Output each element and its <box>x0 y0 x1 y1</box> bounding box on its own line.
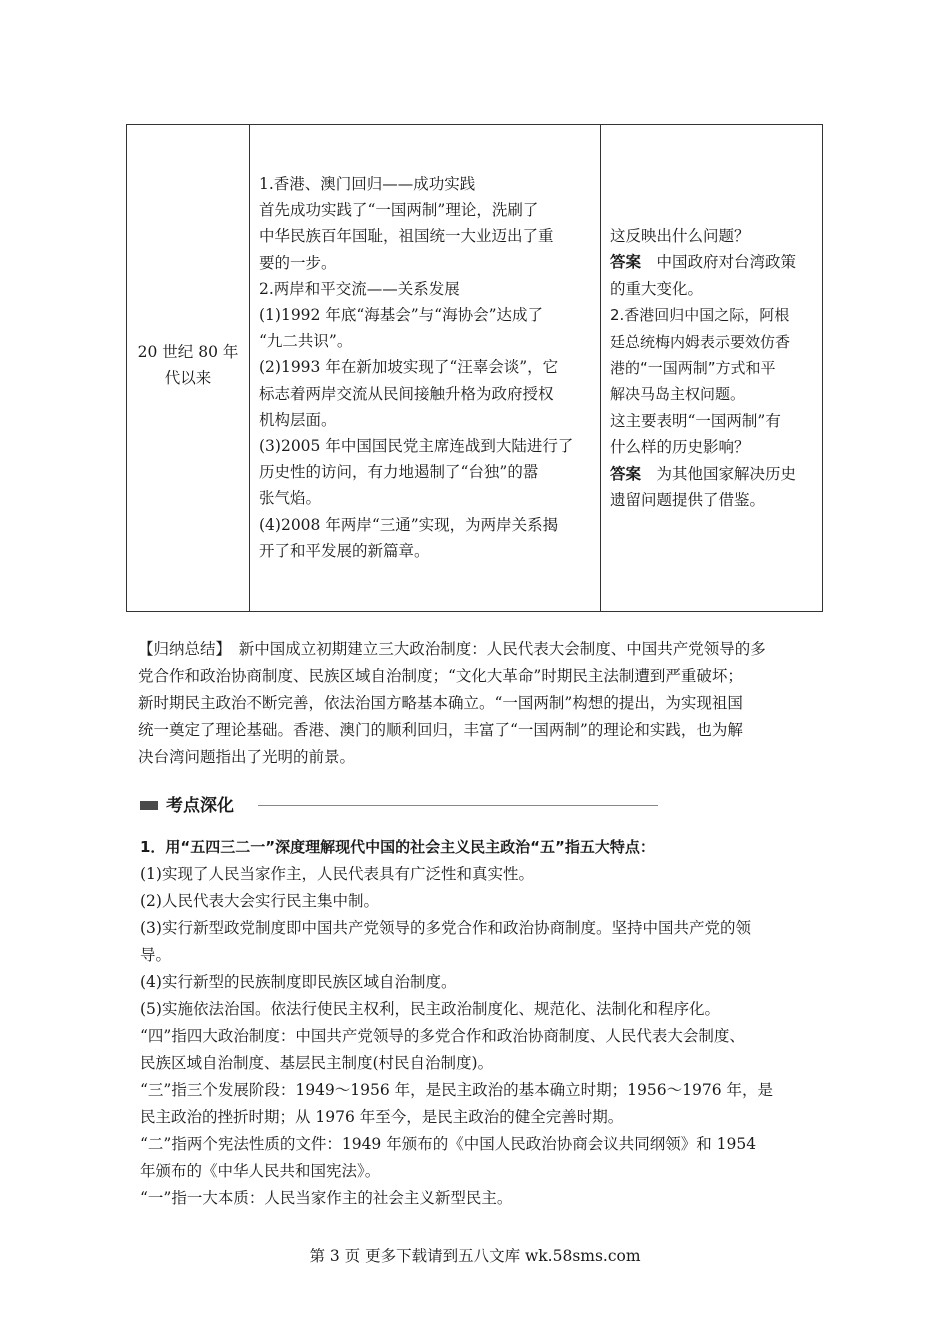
answer-line <box>610 249 812 275</box>
section-heading <box>140 792 530 820</box>
content-line: (4)2008 年两岸“三通”实现，为两岸关系揭 <box>259 515 559 534</box>
body-line: “三”指三个发展阶段：1949～1956 年，是民主政治的基本确立时期；1956～1976 年，是 <box>140 1081 773 1099</box>
answer-line <box>610 461 812 487</box>
content-line: “九二共识”。 <box>259 332 353 351</box>
answer-line: 遗留问题提供了借鉴。 <box>610 491 766 510</box>
content-line: 张气焰。 <box>259 489 322 508</box>
content-line: 2.两岸和平交流——关系发展 <box>259 279 460 298</box>
content-line: 首先成功实践了“一国两制”理论，洗刷了 <box>259 201 539 220</box>
history-table <box>126 124 823 612</box>
section-marker-icon <box>140 801 158 810</box>
content-line: (2)1993 年在新加坡实现了“汪辜会谈”，它 <box>259 358 559 377</box>
content-line: 要的一步。 <box>259 253 337 272</box>
summary-line: 新时期民主政治不断完善，依法治国方略基本确立。“一国两制”构想的提出，为实现祖国 <box>138 694 743 712</box>
summary-line: 党合作和政治协商制度、民族区域自治制度；“文化大革命”时期民主法制遭到严重破坏； <box>138 667 743 685</box>
answer-line: 的重大变化。 <box>610 279 704 298</box>
question-line: 廷总统梅内姆表示要效仿香 <box>610 332 791 351</box>
body-content <box>140 834 830 1212</box>
body-line: (3)实行新型政党制度即中国共产党领导的多党合作和政治协商制度。坚持中国共产党的领 <box>140 919 751 937</box>
answer-text: 中国政府对台湾政策 <box>641 253 797 272</box>
content-line: 标志着两岸交流从民间接触升格为政府授权 <box>259 384 554 403</box>
summary-text: 新中国成立初期建立三大政治制度：人民代表大会制度、中国共产党领导的多 <box>223 640 766 658</box>
content-line: 1.香港、澳门回归——成功实践 <box>259 175 476 193</box>
summary-paragraph <box>138 636 828 771</box>
content-line: 开了和平发展的新篇章。 <box>259 541 430 560</box>
question-line: 解决马岛主权问题。 <box>610 385 746 404</box>
body-line: 民族区域自治制度、基层民主制度(村民自治制度)。 <box>140 1054 494 1072</box>
page-footer: 第 3 页 更多下载请到五八文库 wk.58sms.com <box>309 1247 641 1265</box>
body-line: “二”指两个宪法性质的文件：1949 年颁布的《中国人民政治协商会议共同纲领》和 1954 <box>140 1135 757 1153</box>
summary-line: 统一奠定了理论基础。香港、澳门的顺利回归，丰富了“一国两制”的理论和实践，也为解 <box>138 721 743 739</box>
content-line: (3)2005 年中国国民党主席连战到大陆进行了 <box>259 437 574 456</box>
body-line: 年颁布的《中华人民共和国宪法》。 <box>140 1162 381 1180</box>
question-line: 这反映出什么问题？ <box>610 227 750 245</box>
summary-label: 【归纳总结】 <box>138 640 224 658</box>
point-heading: 1．用“五四三二一”深度理解现代中国的社会主义民主政治“五”指五大特点： <box>140 838 655 856</box>
answer-text: 为其他国家解决历史 <box>641 464 797 483</box>
answer-label: 答案 <box>610 464 642 483</box>
content-text <box>259 171 588 564</box>
era-cell <box>127 125 250 611</box>
content-line: 历史性的访问，有力地遏制了“台独”的嚣 <box>259 463 539 482</box>
body-line: “四”指四大政治制度：中国共产党领导的多党合作和政治协商制度、人民代表大会制度、 <box>140 1027 745 1045</box>
content-line: 机构层面。 <box>259 410 337 429</box>
body-line: (1)实现了人民当家作主，人民代表具有广泛性和真实性。 <box>140 865 534 883</box>
body-line: 导。 <box>140 946 172 964</box>
section-title: 考点深化 <box>166 796 234 816</box>
content-line: 中华民族百年国耻，祖国统一大业迈出了重 <box>259 227 554 246</box>
question-line: 2.香港回归中国之际，阿根 <box>610 306 790 325</box>
era-line: 代以来 <box>164 369 212 387</box>
summary-line: 决台湾问题指出了光明的前景。 <box>138 748 356 766</box>
question-line: 这主要表明“一国两制”有 <box>610 411 781 430</box>
body-line: (2)人民代表大会实行民主集中制。 <box>140 892 379 910</box>
question-line: 港的“一国两制”方式和平 <box>610 359 776 378</box>
qa-text <box>610 223 812 513</box>
body-line: 民主政治的挫折时期；从 1976 年至今，是民主政治的健全完善时期。 <box>140 1108 624 1126</box>
body-line: (4)实行新型的民族制度即民族区域自治制度。 <box>140 973 457 991</box>
answer-label: 答案 <box>610 253 642 272</box>
body-line: (5)实施依法治国。依法行使民主权利，民主政治制度化、规范化、法制化和程序化。 <box>140 1000 720 1018</box>
qa-cell <box>601 125 822 611</box>
question-line: 什么样的历史影响？ <box>610 438 750 457</box>
era-label <box>135 339 241 391</box>
summary-line <box>138 636 828 663</box>
content-cell <box>250 125 601 611</box>
body-line: “一”指一大本质：人民当家作主的社会主义新型民主。 <box>140 1189 513 1207</box>
era-line: 20 世纪 80 年 <box>137 343 239 361</box>
section-divider <box>258 805 658 806</box>
content-line: (1)1992 年底“海基会”与“海协会”达成了 <box>259 306 544 325</box>
